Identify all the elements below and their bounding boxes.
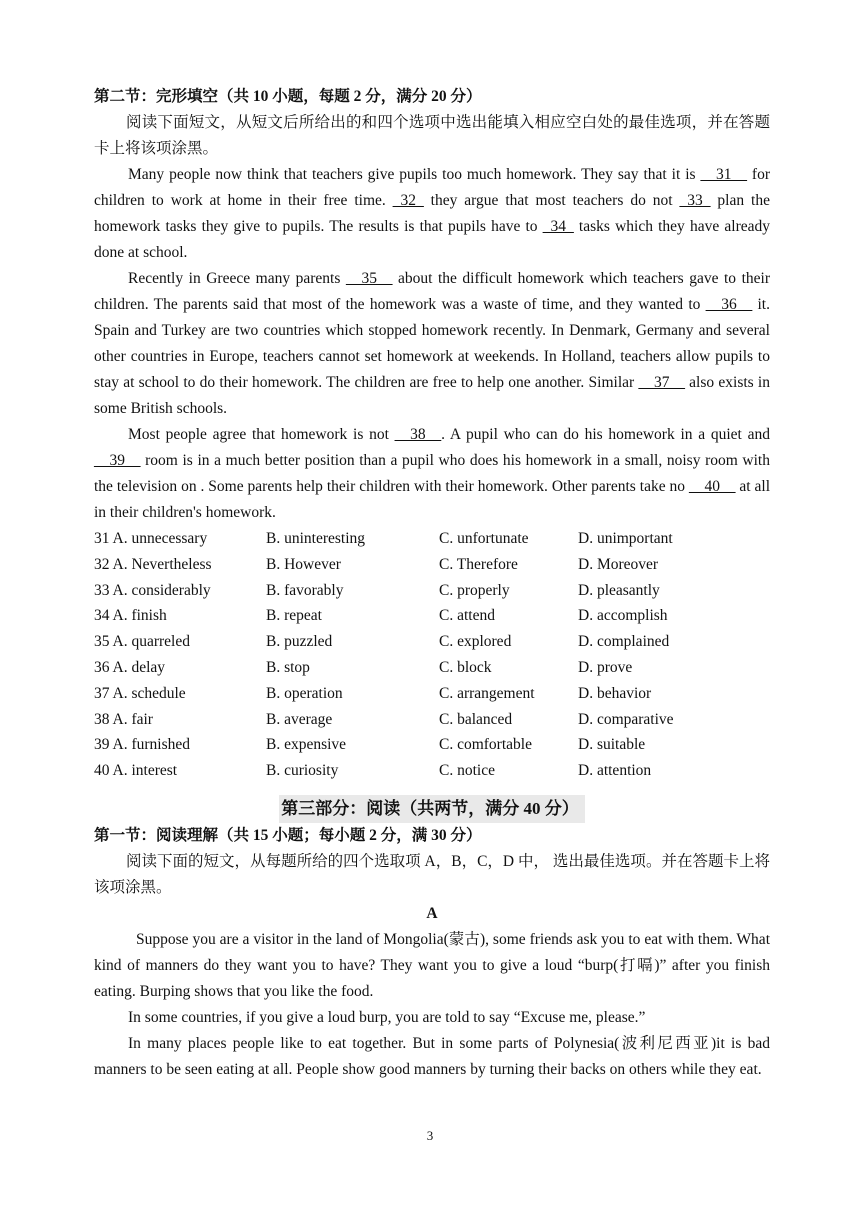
blank-39: __39__ — [94, 452, 141, 469]
option-b: B. repeat — [266, 607, 322, 625]
cloze-text: about the difficult homework which teachers gave to their children. The parents said that most of the homework was a waste of time, and they wanted to — [94, 270, 770, 313]
blank-38: __38__ — [394, 426, 442, 443]
option-d: D. behavior — [578, 684, 652, 702]
exam-page — [94, 84, 770, 1083]
option-c: C. comfortable — [439, 736, 532, 754]
cloze-text: Recently in Greece many parents — [128, 270, 346, 287]
option-a: 31 A. unnecessary — [94, 530, 208, 547]
cloze-text: Many people now think that teachers give pupils too much homework. They say that it is — [128, 166, 701, 183]
page-number: 3 — [426, 1128, 434, 1143]
option-a: 37 A. schedule — [94, 684, 186, 702]
option-d: D. unimportant — [578, 530, 673, 547]
option-d: D. attention — [578, 762, 652, 780]
option-c: C. notice — [439, 762, 495, 780]
option-b: B. stop — [266, 658, 310, 676]
option-a: 40 A. interest — [94, 762, 178, 780]
cloze-text: also exists in some British schools. — [94, 374, 770, 417]
option-d: D. comparative — [578, 710, 674, 728]
option-a: 39 A. furnished — [94, 736, 191, 754]
option-c: C. Therefore — [439, 555, 518, 573]
section2-title: 第二节：完形填空（共 10 小题，每题 2 分，满分 20 分） — [94, 88, 482, 105]
option-b: B. expensive — [266, 736, 347, 754]
option-a: 36 A. delay — [94, 658, 166, 676]
passage-label: A — [426, 904, 438, 922]
option-row-32 — [94, 552, 770, 578]
section1-instruction: 阅读下面的短文，从每题所给的四个选取项 A，B，C，D 中， 选出最佳选项。并在答题卡上将该项涂黑。 — [94, 852, 770, 896]
option-a: 34 A. finish — [94, 607, 167, 625]
option-b: B. curiosity — [266, 762, 339, 780]
option-d: D. Moreover — [578, 555, 659, 573]
blank-31: __31__ — [700, 166, 747, 183]
cloze-text: room is in a much better position than a pupil who does his homework in a small, noisy room with the television on . Some parents help their children with their homework. Other parents take no — [94, 452, 770, 495]
passage-a-paragraph-1: Suppose you are a visitor in the land of Mongolia(蒙古), some friends ask you to eat with them. What kind of manners do they want you to have? They want you to give a loud “burp(打嗝)” after you finish eating. Burping shows that you like the food. — [94, 930, 770, 1000]
passage-a-paragraph-3: In many places people like to eat together. But in some parts of Polynesia(波利尼西亚)it is bad manners to be seen eating at all. People show good manners by turning their backs on others while they eat. — [94, 1034, 770, 1078]
option-b: B. However — [266, 555, 341, 573]
cloze-text: it. Spain and Turkey are two countries which stopped homework recently. In Denmark, Germany and several other countries in Europe, teachers cannot set homework at weekends. In Holland, teachers allow pupils to stay at school to do their homework. The children are free to help one another. Similar — [94, 296, 770, 391]
cloze-text: plan the homework tasks they give to pupils. The results is that pupils have to — [94, 192, 770, 235]
option-row-37 — [94, 681, 770, 707]
option-row-31 — [94, 526, 770, 552]
option-d: D. suitable — [578, 736, 646, 754]
option-c: C. properly — [439, 581, 510, 599]
cloze-text: tasks which they have already done at school. — [94, 218, 770, 261]
option-row-38 — [94, 707, 770, 733]
option-row-33 — [94, 578, 770, 604]
cloze-paragraph-3 — [94, 422, 770, 526]
option-d: D. pleasantly — [578, 581, 660, 599]
option-a: 33 A. considerably — [94, 581, 211, 599]
option-d: D. complained — [578, 633, 670, 651]
blank-37: __37__ — [638, 374, 685, 391]
option-b: B. uninteresting — [266, 530, 366, 547]
option-d: D. accomplish — [578, 607, 668, 625]
options-table — [94, 526, 770, 784]
cloze-text: at all in their children's homework. — [94, 478, 770, 521]
option-a: 35 A. quarreled — [94, 633, 190, 651]
passage-a-paragraph-2: In some countries, if you give a loud burp, you are told to say “Excuse me, please.” — [128, 1008, 646, 1026]
cloze-text: they argue that most teachers do not — [423, 192, 680, 209]
option-row-34 — [94, 603, 770, 629]
option-a: 32 A. Nevertheless — [94, 555, 212, 573]
option-b: B. puzzled — [266, 633, 333, 651]
option-row-36 — [94, 655, 770, 681]
option-row-39 — [94, 732, 770, 758]
section1-title: 第一节：阅读理解（共 15 小题；每小题 2 分，满 30 分） — [94, 826, 482, 844]
section2-instruction: 阅读下面短文，从短文后所给出的和四个选项中选出能填入相应空白处的最佳选项，并在答题卡上将该项涂黑。 — [94, 114, 770, 157]
option-row-40 — [94, 758, 770, 784]
option-c: C. arrangement — [439, 684, 535, 702]
option-b: B. operation — [266, 684, 343, 702]
option-b: B. favorably — [266, 581, 344, 599]
blank-34: _34_ — [542, 218, 574, 235]
cloze-text: . A pupil who can do his homework in a quiet and — [441, 426, 770, 443]
blank-35: __35__ — [345, 270, 393, 287]
option-a: 38 A. fair — [94, 710, 153, 728]
option-c: C. block — [439, 658, 492, 676]
blank-36: __36__ — [705, 296, 753, 313]
blank-33: _33_ — [679, 192, 711, 209]
option-d: D. prove — [578, 658, 633, 676]
option-c: C. attend — [439, 607, 495, 625]
cloze-text: Most people agree that homework is not — [128, 426, 395, 443]
cloze-paragraph-1 — [94, 162, 770, 266]
option-c: C. explored — [439, 633, 512, 651]
blank-32: _32_ — [392, 192, 424, 209]
option-row-35 — [94, 629, 770, 655]
part3-title-text: 第三部分：阅读（共两节，满分 40 分） — [279, 795, 585, 823]
option-c: C. balanced — [439, 710, 513, 728]
cloze-text: for children to work at home in their free time. — [94, 166, 770, 209]
part3-title — [94, 795, 770, 823]
option-c: C. unfortunate — [439, 530, 529, 547]
option-b: B. average — [266, 710, 333, 728]
cloze-paragraph-2 — [94, 266, 770, 422]
blank-40: __40__ — [688, 478, 736, 495]
